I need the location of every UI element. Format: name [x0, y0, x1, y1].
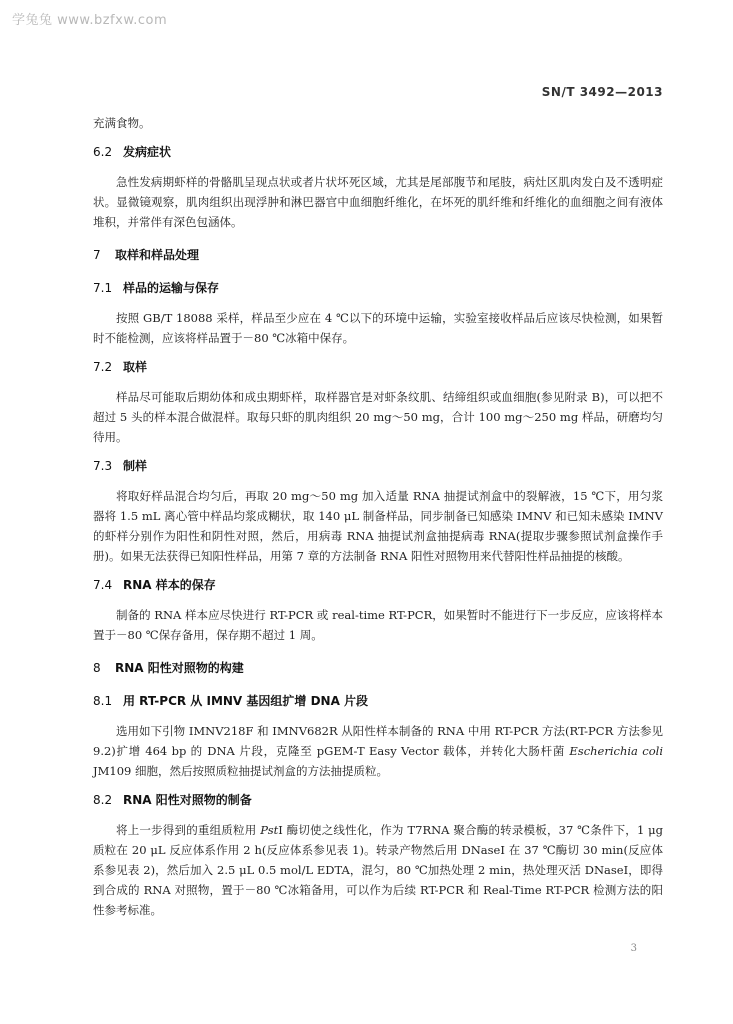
heading-7-3: 7.3 制样 [93, 459, 148, 473]
heading-7: 7 取样和样品处理 [93, 248, 200, 262]
page-number: 3 [630, 943, 637, 954]
heading-8: 8 RNA 阳性对照物的构建 [93, 661, 244, 675]
paragraph-7-2: 样品尽可能取后期幼体和成虫期虾样，取样器官是对虾条纹肌、结缔组织或血细胞(参见附录 B)，可以把不超过 5 头的样本混合做混样。取每只虾的肌肉组织 20 mg～50 mg，合计 100 mg～250 mg 样品，研磨均匀待用。 [93, 390, 663, 444]
document-body [93, 113, 663, 928]
continued-paragraph: 充满食物。 [93, 116, 151, 130]
heading-7-1: 7.1 样品的运输与保存 [93, 281, 220, 295]
paragraph-7-4: 制备的 RNA 样本应尽快进行 RT-PCR 或 real-time RT-PCR，如果暂时不能进行下一步反应，应该将样本置于－80 ℃保存备用，保存期不超过 1 周。 [93, 608, 663, 642]
paragraph-7-1: 按照 GB/T 18088 采样，样品至少应在 4 ℃以下的环境中运输，实验室接收样品后应该尽快检测，如果暂时不能检测，应该将样品置于－80 ℃冰箱中保存。 [93, 311, 663, 345]
site-watermark: 学兔兔 www.bzfxw.com [12, 13, 168, 28]
paragraph-8-2: 将上一步得到的重组质粒用 PstI 酶切使之线性化，作为 T7RNA 聚合酶的转录模板，37 ℃条件下，1 μg 质粒在 20 μL 反应体系作用 2 h(反应体系参见表 1)。转录产物然后用 DNaseI 在 37 ℃酶切 30 min(反应体系参见表 2)，然后加入 2.5 μL 0.5 mol/L EDTA，混匀，80 ℃加热处理 2 min，热处理灭活 DNaseI，即得到合成的 RNA 对照物，置于－80 ℃冰箱备用，可以作为后续 RT-PCR 和 Real-Time RT-PCR 检测方法的阳性参考标准。 [93, 823, 664, 917]
paragraph-8-1: 选用如下引物 IMNV218F 和 IMNV682R 从阳性样本制备的 RNA 中用 RT-PCR 方法(RT-PCR 方法参见 9.2)扩增 464 bp 的 DNA 片段，克隆至 pGEM-T Easy Vector 载体，并转化大肠杆菌 Escherichia coli JM109 细胞，然后按照质粒抽提试剂盒的方法抽提质粒。 [93, 724, 663, 778]
species-name: Escherichia coli [569, 744, 663, 758]
standard-code: SN/T 3492—2013 [541, 85, 663, 99]
paragraph-6-2: 急性发病期虾样的骨骼肌呈现点状或者片状坏死区域，尤其是尾部腹节和尾肢，病灶区肌肉发白及不透明症状。显微镜观察，肌肉组织出现浮肿和淋巴器官中血细胞纤维化，在坏死的肌纤维和纤维化的血细胞之间有液体堆积，并常伴有深色包涵体。 [93, 175, 663, 229]
heading-7-4: 7.4 RNA 样本的保存 [93, 578, 216, 592]
heading-8-2: 8.2 RNA 阳性对照物的制备 [93, 793, 252, 807]
heading-7-2: 7.2 取样 [93, 360, 148, 374]
heading-6-2: 6.2 发病症状 [93, 145, 172, 159]
heading-8-1: 8.1 用 RT-PCR 从 IMNV 基因组扩增 DNA 片段 [93, 694, 369, 708]
paragraph-7-3: 将取好样品混合均匀后，再取 20 mg～50 mg 加入适量 RNA 抽提试剂盒中的裂解液，15 ℃下，用匀浆器将 1.5 mL 离心管中样品均浆成糊状，取 140 μL 制备样品，同步制备已知感染 IMNV 和已知未感染 IMNV 的虾样分别作为阳性和阴性对照，然后，用病毒 RNA 抽提试剂盒抽提病毒 RNA(提取步骤参照试剂盒操作手册)。如果无法获得已知阳性样品，用第 7 章的方法制备 RNA 阳性对照物用来代替阳性样品抽提的核酸。 [93, 489, 663, 563]
enzyme-name: Pst [260, 823, 279, 837]
